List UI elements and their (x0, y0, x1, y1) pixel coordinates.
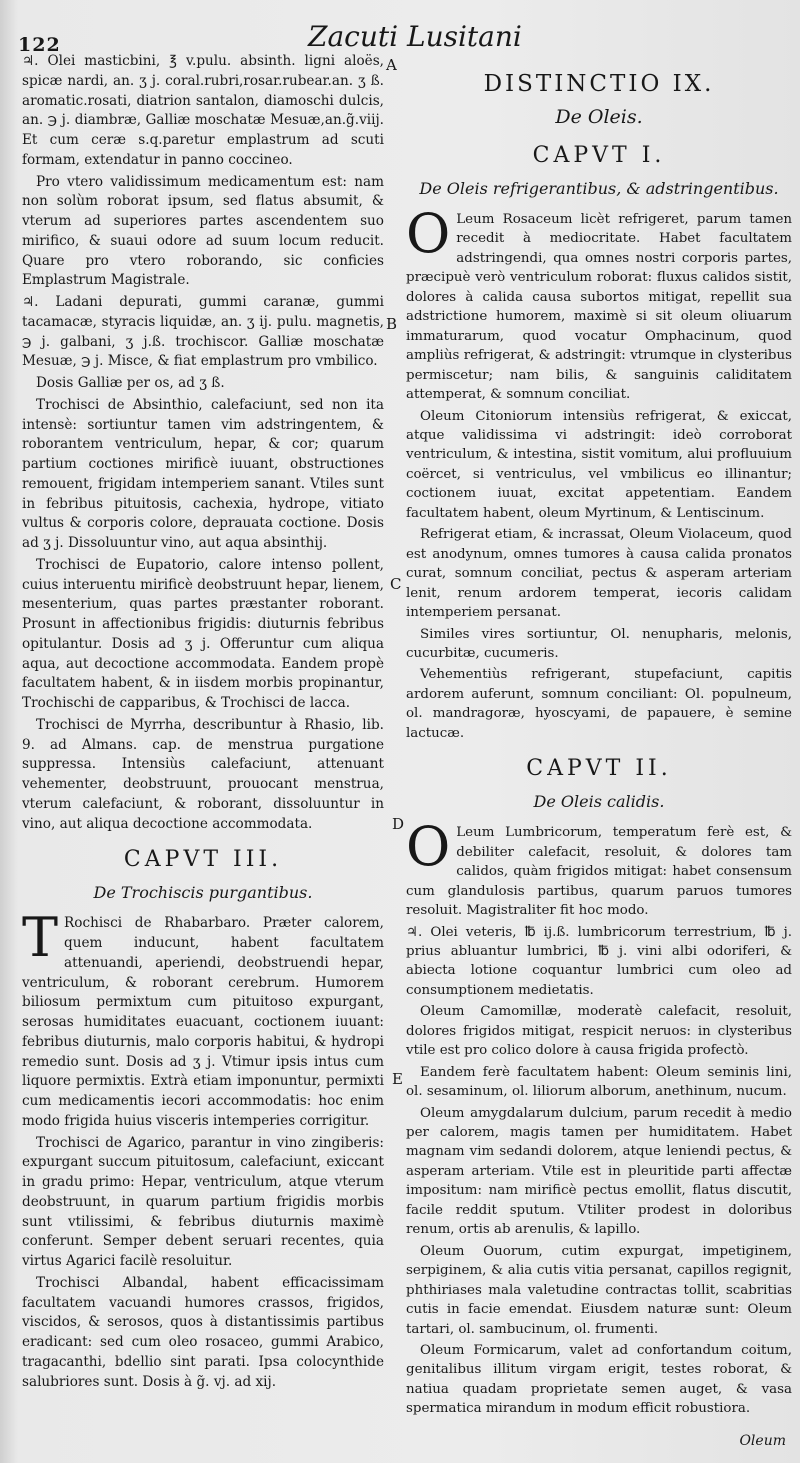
catchword: Oleum (739, 1433, 786, 1449)
right-paragraph: Similes vires sortiuntur, Ol. nenupharis, melonis, cucurbitæ, cucumeris. (406, 626, 792, 661)
dropcap: O (406, 815, 451, 879)
left-paragraph: Trochisci de Myrrha, describuntur à Rhasio, lib. 9. ad Almans. cap. de menstrua purgatione suppressa. Intensiùs calefaciunt, attenuant vehementer, deobstruunt, prouocant menstrua, vterum calefaciunt, & roborant, dissoluuntur in vino, aut aliqua decoctione accommodata. (22, 716, 384, 832)
chapter-subtitle: De Trochiscis purgantibus. (93, 883, 313, 903)
chapter1-subtitle: De Oleis refrigerantibus, & adstringentibus. (419, 179, 779, 198)
margin-letter-b: B (386, 315, 398, 333)
distinctio-subtitle: De Oleis. (555, 106, 643, 128)
margin-letter-c: C (390, 575, 402, 593)
left-paragraph: Pro vtero validissimum medicamentum est: nam non solùm roborat ipsum, sed flatus absumit, & vterum ad superiores partes ascendentem suo mirifico, & suaui odore ad suum locum reducit. Quare pro vtero roborando, sic conficies Emplastrum Magistrale. (22, 173, 384, 289)
right-paragraph: O Leum Lumbricorum, temperatum ferè est, & debiliter calefacit, resoluit, & dolores tam calidos, quàm frigidos mitigat: habet consensum cum glandulosis partibus, quarum paruos tumores resoluit. Magistraliter fit hoc modo. (406, 815, 792, 919)
left-paragraph: Trochisci de Absinthio, calefaciunt, sed non ita intensè: sortiuntur tamen vim adstringentem, & roborantem ventriculum, hepar, & cor; quarum partium coctiones mirificè iuuant, obstructiones remouent, frigidam intemperiem sanant. Vtiles sunt in febribus pituitosis, cachexia, hydrope, vitiato vultus & corporis colore, deprauata coctione. Dosis ad ʒ j. Dissoluuntur vino, aut aqua absinthij. (22, 396, 384, 551)
right-paragraph: Oleum Formicarum, valet ad confortandum coitum, genitalibus illitum virgam erigit, testes roborat, & natiua quadam proprietate semen auget, & vasa spermatica mirandum in modum efficit robustiora. (406, 1343, 792, 1417)
right-paragraph: Oleum amygdalarum dulcium, parum recedit à medio per calorem, magis tamen per humiditatem. Habet magnam vim sedandi dolorem, atque leniendi pectus, & asperam arteriam. Vtile est in pleuritide parti affectæ impositum: nam mirificè pectus emollit, flatus discutit, facile reddit sputum. Vtiliter prodest in doloribus renum, ortis ab arenulis, & lapillo. (406, 1105, 792, 1238)
right-paragraph: Oleum Citoniorum intensiùs refrigerat, & exiccat, atque validissima vi adstringit: ideò corroborat ventriculum, & intestina, sistit vomitum, alui profluuium coërcet, si ventriculus, vel vmbilicus eo illinantur; coctionem iuuat, excitat appetentiam. Eandem facultatem habent, oleum Myrtinum, & Lentiscinum. (406, 408, 792, 521)
page-number: 122 (18, 34, 61, 56)
left-paragraph: Trochisci de Eupatorio, calore intenso pollent, cuius interuentu mirificè deobstruunt hepar, lienem, mesenterium, quas partes præstanter roborant. Prosunt in affectionibus frigidis: diuturnis febribus opitulantur. Dosis ad ʒ j. Offeruntur cum aliqua aqua, aut decoctione accommodata. Eandem propè facultatem habent, & in iisdem morbis propinantur, Trochischi de capparibus, & Trochisci de lacca. (22, 556, 384, 711)
left-paragraph: Dosis Galliæ per os, ad ʒ ß. (36, 375, 225, 391)
margin-letter-d: D (392, 815, 405, 833)
right-paragraph: Vehementiùs refrigerant, stupefaciunt, capitis ardorem auferunt, somnum conciliant: Ol. populneum, ol. mandragoræ, hyoscyami, de papauere, è semine lactucæ. (406, 667, 792, 741)
margin-letter-e: E (392, 1070, 403, 1088)
right-paragraph: ♃. Olei veteris, ℔ ij.ß. lumbricorum terrestrium, ℔ j. prius abluantur lumbrici, ℔ j. vini albi odoriferi, & abiecta lotione coquantur lumbrici cum oleo ad consumptionem medietatis. (406, 924, 792, 998)
margin-letter-a: A (386, 56, 397, 74)
right-paragraph: Oleum Camomillæ, moderatè calefacit, resoluit, dolores frigidos mitigat, respicit neruos: in clysteribus vtile est pro colico dolore à causa frigida profectò. (406, 1004, 792, 1059)
distinctio-heading: DISTINCTIO IX. (483, 71, 715, 97)
chapter1-heading: CAPVT I. (532, 143, 666, 168)
left-column (22, 52, 384, 1455)
chapter2-subtitle: De Oleis calidis. (533, 792, 665, 812)
dropcap: T (22, 906, 59, 970)
left-chapter-paragraph: Trochisci de Agarico, parantur in vino zingiberis: expurgant succum pituitosum, calefaciunt, exiccant in gradu primo: Hepar, ventriculum, atque vterum deobstruunt, in quarum partium frigidis morbis sunt vtilissimi, & febribus diuturnis maximè conferunt. Semper debent seruari recentes, quia virtus Agarici facilè resoluitur. (22, 1134, 384, 1269)
dropcap: O (406, 202, 451, 265)
right-paragraph: Refrigerat etiam, & incrassat, Oleum Violaceum, quod est anodynum, omnes tumores à causa calida pronatos curat, somnum conciliat, pectus & asperam arteriam lenit, renum ardorem temperat, iecoris calidam intemperiem persanat. (406, 527, 792, 621)
left-chapter-paragraph: T Rochisci de Rhabarbaro. Præter calorem, quem inducunt, habent facultatem attenuandi, aperiendi, deobstruendi hepar, ventriculum, & roborant cerebrum. Humorem biliosum permixtum cum pituitoso expurgant, serosas humiditates euacuant, coctionem iuuant: febribus diuturnis, malo corporis habitui, & hydropi remedio sunt. Dosis ad ʒ j. Vtimur ipsis intus cum liquore permixtis. Extrà etiam imponuntur, permixti cum medicamentis iecori accommodatis: hoc enim modo frigida huius visceris intemperies corrigitur. (22, 906, 384, 1129)
chapter2-heading: CAPVT II. (526, 756, 672, 782)
left-paragraph: ♃. Olei masticbini, ℥ v.pulu. absinth. ligni aloës, spicæ nardi, an. ʒ j. coral.rubri,rosar.rubear.an. ʒ ß. aromatic.rosati, diatrion santalon, diamoschi dulcis, an. ℈ j. diambræ, Galliæ moschatæ Mesuæ,an.g̃.viij. Et cum ceræ s.q.paretur emplastrum ad scuti formam, extendatur in panno coccineo. (22, 53, 384, 168)
left-paragraph: ♃. Ladani depurati, gummi caranæ, gummi tacamacæ, styracis liquidæ, an. ʒ ij. pulu. magnetis, ℈ j. galbani, ʒ j.ß. trochiscor. Galliæ moschatæ Mesuæ, ℈ j. Misce, & fiat emplastrum pro vmbilico. (22, 294, 384, 370)
left-chapter-paragraph: Trochisci Albandal, habent efficacissimam facultatem vacuandi humores crassos, frigidos, viscidos, & serosos, quos à distantissimis partibus eradicant: sed cum oleo rosaceo, gummi Arabico, tragacanthi, bdellio sint parati. Ipsa colocynthide salubriores sunt. Dosis à g̃. vj. ad xij. (22, 1274, 384, 1390)
right-column (406, 52, 792, 1455)
chapter-heading: CAPVT III. (123, 847, 283, 873)
right-paragraph: Eandem ferè facultatem habent: Oleum seminis lini, ol. sesaminum, ol. liliorum alborum, anethinum, nucum. (406, 1064, 792, 1100)
right-paragraph: O Leum Rosaceum licèt refrigeret, parum tamen recedit à mediocritate. Habet facultatem adstringendi, qua omnes nostri corporis partes, præcipuè verò ventriculum roborat: fluxus calidos sistit, dolores à calida causa subortos mitigat, repellit sua adstrictione humorem, maximè si sit oleum oliuarum immaturarum, quod vocatur Omphacinum, quod ampliùs refrigerat, & adstringit: vtrumque in clysteribus permiscetur; nam bilis, & sanguinis caliditatem attemperat, & somnum conciliat. (406, 202, 792, 403)
running-title: Zacuti Lusitani (308, 20, 522, 53)
right-paragraph: Oleum Ouorum, cutim expurgat, impetiginem, serpiginem, & alia cutis vitia persanat, capillos regignit, phthiriases mala valetudine contractas tollit, scabritias cutis in facie emendat. Eiusdem naturæ sunt: Oleum tartari, ol. sambucinum, ol. frumenti. (406, 1243, 792, 1337)
